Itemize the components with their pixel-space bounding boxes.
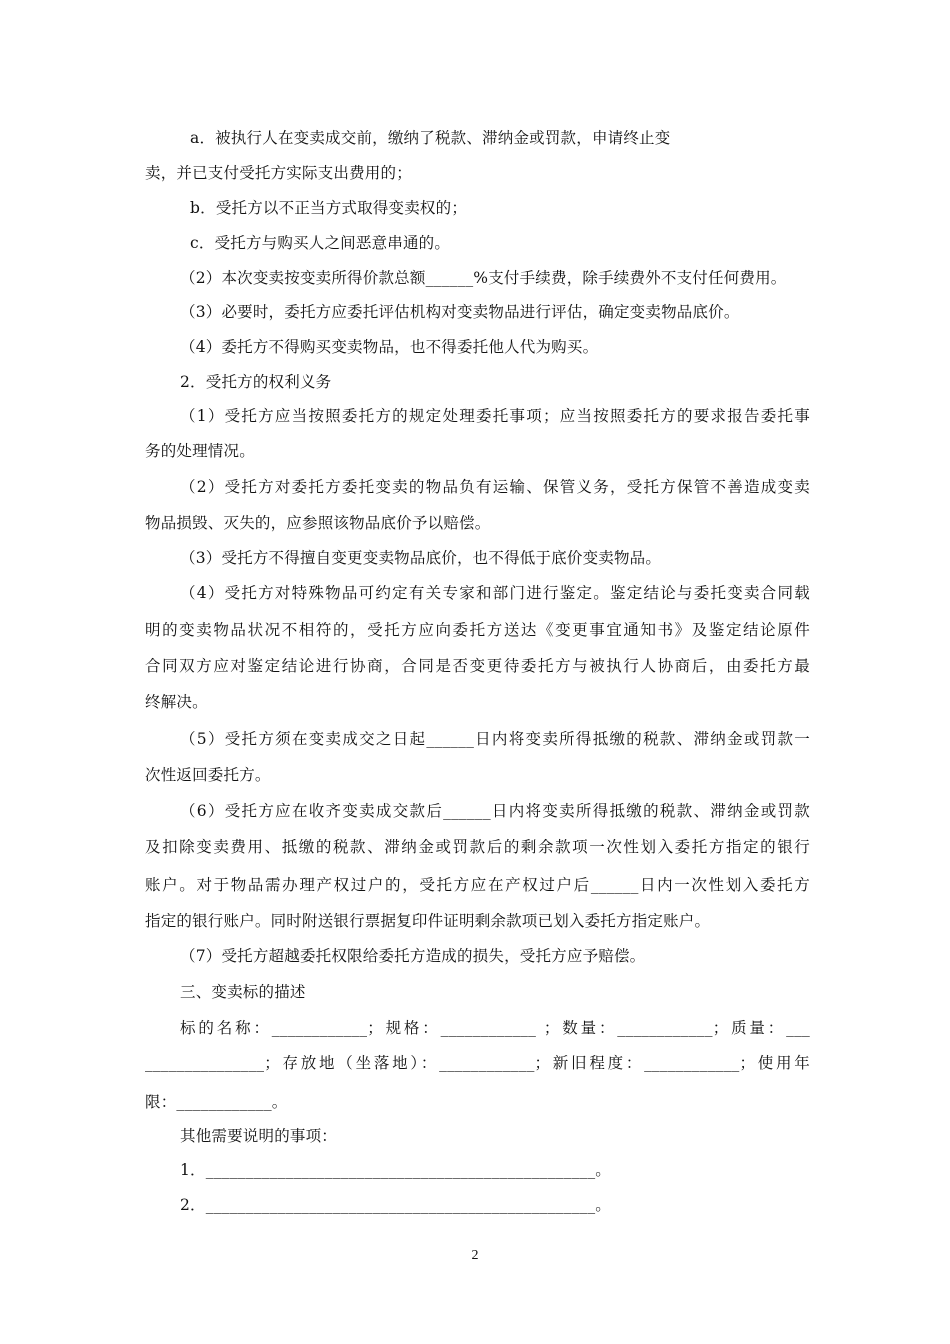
duty-2-line1: （2）受托方对委托方委托变卖的物品负有运输、保管义务，受托方保管不善造成变卖 [180, 478, 810, 496]
section-3-heading: 三、变卖标的描述 [180, 983, 306, 1001]
page-number: 2 [471, 1248, 479, 1263]
duty-5-line2: 次性返回委托方。 [145, 766, 271, 784]
item-3-evaluation: （3）必要时，委托方应委托评估机构对变卖物品进行评估，确定变卖物品底价。 [180, 303, 740, 321]
duty-1-line2: 务的处理情况。 [145, 442, 255, 460]
other-matters-heading: 其他需要说明的事项： [180, 1127, 338, 1145]
other-matter-2: 2．_________________________________________________。 [180, 1196, 612, 1214]
subject-line2: _______________；存放地（坐落地）：____________；新旧程度：____________；使用年 [145, 1054, 810, 1072]
duty-6-line2: 及扣除变卖费用、抵缴的税款、滞纳金或罚款后的剩余款项一次性划入委托方指定的银行 [145, 838, 810, 856]
duty-6-line4: 指定的银行账户。同时附送银行票据复印件证明剩余款项已划入委托方指定账户。 [145, 912, 711, 930]
duty-4-line4: 终解决。 [145, 693, 208, 711]
duty-3: （3）受托方不得擅自变更变卖物品底价，也不得低于底价变卖物品。 [180, 549, 662, 567]
clause-b: b．受托方以不正当方式取得变卖权的； [190, 199, 468, 217]
duty-4-line3: 合同双方应对鉴定结论进行协商，合同是否变更待委托方与被执行人协商后，由委托方最 [145, 657, 810, 675]
clause-c: c．受托方与购买人之间恶意串通的。 [190, 234, 451, 252]
clause-a-line2: 卖，并已支付受托方实际支出费用的； [145, 164, 412, 182]
section-2-heading: 2．受托方的权利义务 [180, 373, 332, 391]
duty-2-line2: 物品损毁、灭失的，应参照该物品底价予以赔偿。 [145, 514, 491, 532]
subject-line3: 限：____________。 [145, 1093, 288, 1111]
duty-6-line3: 账户。对于物品需办理产权过户的，受托方应在产权过户后______日内一次性划入委托方 [145, 876, 810, 894]
duty-4-line1: （4）受托方对特殊物品可约定有关专家和部门进行鉴定。鉴定结论与委托变卖合同载 [180, 584, 810, 602]
item-4-no-purchase: （4）委托方不得购买变卖物品，也不得委托他人代为购买。 [180, 338, 599, 356]
item-2-fee: （2）本次变卖按变卖所得价款总额______%支付手续费，除手续费外不支付任何费用。 [180, 269, 787, 287]
duty-5-line1: （5）受托方须在变卖成交之日起______日内将变卖所得抵缴的税款、滞纳金或罚款一 [180, 730, 810, 748]
duty-1-line1: （1）受托方应当按照委托方的规定处理委托事项；应当按照委托方的要求报告委托事 [180, 407, 810, 425]
clause-a-line1: a．被执行人在变卖成交前，缴纳了税款、滞纳金或罚款，申请终止变 [190, 129, 671, 147]
duty-7: （7）受托方超越委托权限给委托方造成的损失，受托方应予赔偿。 [180, 947, 646, 965]
subject-line1: 标的名称：____________；规格：____________ ；数量：____________；质量：___ [180, 1019, 810, 1037]
other-matter-1: 1．_________________________________________________。 [180, 1161, 612, 1179]
duty-4-line2: 明的变卖物品状况不相符的，受托方应向委托方送达《变更事宜通知书》及鉴定结论原件 [145, 621, 810, 639]
duty-6-line1: （6）受托方应在收齐变卖成交款后______日内将变卖所得抵缴的税款、滞纳金或罚款 [180, 802, 810, 820]
